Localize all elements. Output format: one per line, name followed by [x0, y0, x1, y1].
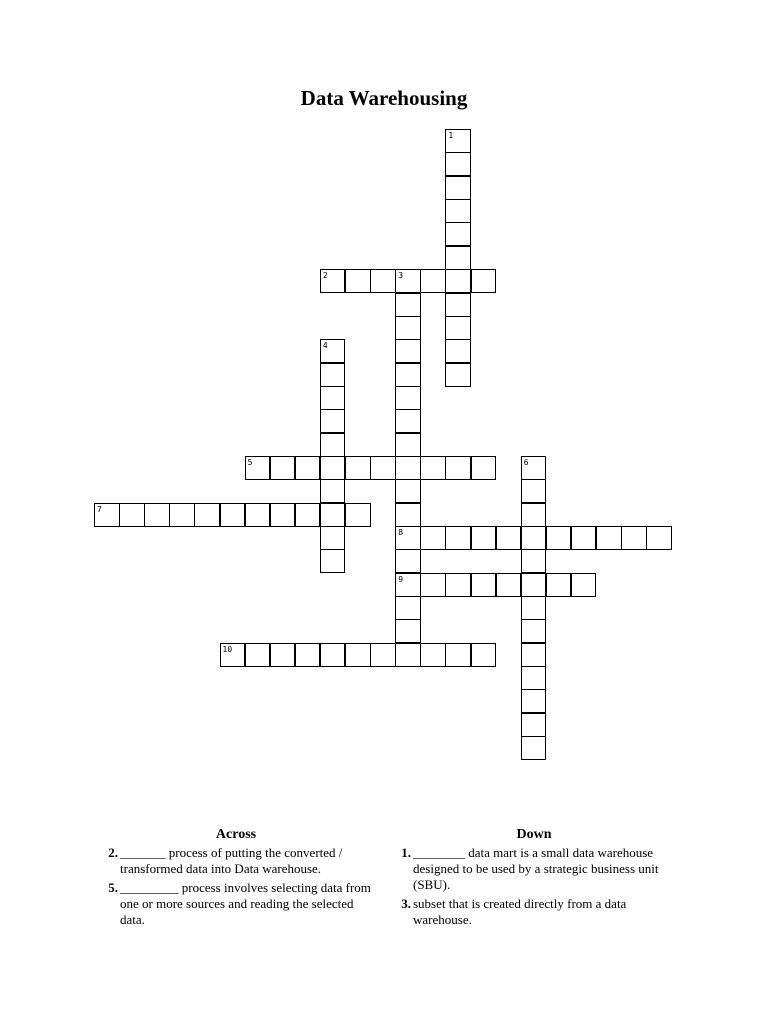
grid-cell[interactable]	[320, 643, 346, 667]
grid-cell[interactable]	[320, 363, 346, 387]
grid-cell[interactable]	[621, 526, 647, 550]
grid-cell[interactable]	[445, 526, 471, 550]
grid-cell[interactable]	[445, 222, 471, 246]
grid-cell[interactable]	[521, 736, 547, 760]
grid-cell[interactable]	[445, 152, 471, 176]
grid-cell[interactable]	[320, 409, 346, 433]
grid-cell[interactable]	[496, 526, 522, 550]
grid-cell[interactable]	[320, 526, 346, 550]
grid-cell[interactable]	[496, 573, 522, 597]
grid-cell[interactable]	[270, 643, 296, 667]
grid-cell[interactable]	[320, 479, 346, 503]
grid-cell[interactable]	[420, 643, 446, 667]
grid-cell[interactable]	[445, 129, 471, 153]
page-title: Data Warehousing	[300, 86, 468, 110]
grid-cell[interactable]	[471, 269, 497, 293]
down-heading: Down	[516, 827, 552, 842]
grid-cell[interactable]	[295, 456, 321, 480]
grid-cell[interactable]	[395, 316, 421, 340]
grid-cell[interactable]	[596, 526, 622, 550]
grid-cell[interactable]	[521, 456, 547, 480]
grid-cell[interactable]	[521, 643, 547, 667]
clue-number-label: 7	[97, 504, 102, 514]
across-clues	[101, 827, 371, 931]
grid-cell[interactable]	[220, 503, 246, 527]
grid-cell[interactable]	[320, 456, 346, 480]
clue-number: 1.	[401, 845, 411, 860]
grid-cell[interactable]	[395, 339, 421, 363]
grid-cell[interactable]	[370, 456, 396, 480]
across-clue	[101, 845, 371, 877]
grid-cell[interactable]	[395, 433, 421, 457]
grid-cell[interactable]	[445, 573, 471, 597]
clue-number-label: 9	[398, 574, 404, 584]
grid-cell[interactable]	[220, 643, 246, 667]
grid-cell[interactable]	[521, 503, 547, 527]
clue-number: 2.	[108, 845, 118, 860]
grid-cell[interactable]	[245, 456, 271, 480]
down-clues	[394, 827, 674, 931]
grid-cell[interactable]	[345, 456, 371, 480]
grid-cell[interactable]	[245, 503, 271, 527]
grid-cell[interactable]	[270, 456, 296, 480]
grid-cell[interactable]	[295, 643, 321, 667]
clue-text: _______ process of putting the converted / transformed data into Data warehouse.	[120, 845, 343, 876]
grid-cell[interactable]	[521, 479, 547, 503]
grid-cell[interactable]	[521, 713, 547, 737]
grid-cell[interactable]	[395, 363, 421, 387]
grid-cell[interactable]	[395, 503, 421, 527]
clue-number-label: 5	[247, 457, 253, 467]
grid-cell[interactable]	[395, 619, 421, 643]
grid-cell[interactable]	[420, 573, 446, 597]
clue-number-label: 2	[322, 271, 328, 281]
grid-cell[interactable]	[395, 596, 421, 620]
grid-cell[interactable]	[320, 269, 346, 293]
grid-cell[interactable]	[471, 526, 497, 550]
grid-cell[interactable]	[445, 199, 471, 223]
clue-number-label: 8	[398, 528, 404, 537]
grid-cell[interactable]	[445, 339, 471, 363]
grid-cell[interactable]	[270, 503, 296, 527]
grid-cell[interactable]	[646, 526, 672, 550]
clue-number-label: 4	[322, 341, 328, 351]
grid-cell[interactable]	[521, 549, 547, 573]
grid-cell[interactable]	[119, 503, 145, 527]
grid-cell[interactable]	[546, 573, 572, 597]
grid-cell[interactable]	[395, 573, 421, 597]
grid-cell[interactable]	[395, 409, 421, 433]
grid-cell[interactable]	[445, 643, 471, 667]
grid-cell[interactable]	[295, 503, 321, 527]
grid-cell[interactable]	[521, 526, 547, 550]
grid-cell[interactable]	[420, 526, 446, 550]
grid-cell[interactable]	[320, 433, 346, 457]
grid-cell[interactable]	[395, 526, 421, 550]
grid-cell[interactable]	[395, 643, 421, 667]
grid-cell[interactable]	[521, 666, 547, 690]
clue-number-label: 1	[448, 131, 454, 140]
clue-text: _________ process involves selecting data from one or more sources and reading the selected data.	[120, 880, 371, 927]
clue-text: ________ data mart is a small data warehouse designed to be used by a strategic business unit (SBU).	[413, 845, 659, 892]
clue-number: 3.	[401, 896, 411, 911]
grid-cell[interactable]	[571, 573, 597, 597]
grid-cell[interactable]	[471, 643, 497, 667]
grid-cell[interactable]	[471, 456, 497, 480]
grid-cell[interactable]	[320, 339, 346, 363]
grid-cell[interactable]	[445, 246, 471, 270]
grid-cell[interactable]	[521, 689, 547, 713]
clue-text: subset that is created directly from a data warehouse.	[413, 896, 627, 927]
grid-cell[interactable]	[521, 596, 547, 620]
grid-cell[interactable]	[395, 269, 421, 293]
grid-cell[interactable]	[546, 526, 572, 550]
grid-cell[interactable]	[445, 456, 471, 480]
grid-cell[interactable]	[420, 269, 446, 293]
grid-cell[interactable]	[94, 503, 120, 527]
down-clue	[394, 845, 674, 893]
grid-cell[interactable]	[521, 573, 547, 597]
grid-cell[interactable]	[345, 269, 371, 293]
grid-cell[interactable]	[144, 503, 170, 527]
grid-cell[interactable]	[395, 456, 421, 480]
grid-cell[interactable]	[420, 456, 446, 480]
grid-cell[interactable]	[395, 293, 421, 317]
grid-cell[interactable]	[194, 503, 220, 527]
clue-number-label: 3	[398, 271, 404, 281]
grid-cell[interactable]	[445, 269, 471, 293]
grid-cell[interactable]	[571, 526, 597, 550]
across-heading: Across	[215, 827, 257, 842]
grid-cell[interactable]	[320, 503, 346, 527]
grid-cell[interactable]	[395, 386, 421, 410]
grid-cell[interactable]	[370, 269, 396, 293]
grid-cell[interactable]	[445, 293, 471, 317]
clue-number: 5.	[108, 880, 118, 895]
grid-cell[interactable]	[445, 316, 471, 340]
grid-cell[interactable]	[395, 479, 421, 503]
grid-cell[interactable]	[445, 176, 471, 200]
grid-cell[interactable]	[345, 503, 371, 527]
down-clue	[394, 896, 674, 928]
grid-cell[interactable]	[395, 549, 421, 573]
clue-number-label: 10	[222, 644, 233, 654]
grid-cell[interactable]	[471, 573, 497, 597]
grid-cell[interactable]	[245, 643, 271, 667]
grid-cell[interactable]	[320, 549, 346, 573]
grid-cell[interactable]	[521, 619, 547, 643]
grid-cell[interactable]	[320, 386, 346, 410]
grid-cell[interactable]	[445, 363, 471, 387]
clue-number-label: 6	[523, 457, 529, 467]
grid-cell[interactable]	[370, 643, 396, 667]
grid-cell[interactable]	[169, 503, 195, 527]
grid-cell[interactable]	[345, 643, 371, 667]
across-clue	[101, 880, 371, 928]
